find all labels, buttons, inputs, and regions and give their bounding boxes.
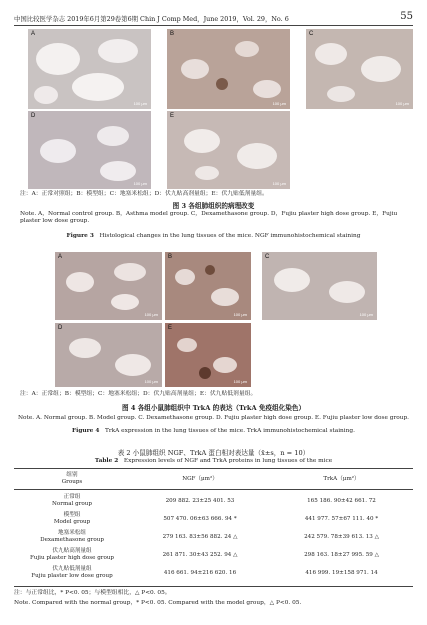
figure4-note-en: Note. A. Normal group. B. Model group. C. Dexamethasone group. D. Fujiu plaster high dose group. E. Fujiu plaster low dose group. — [17, 415, 410, 421]
figure3-panel-a-scale: 100 μm — [133, 101, 147, 106]
figure4-panel-e-texture — [165, 323, 251, 387]
group-name-en: Dexamethasone group — [40, 537, 104, 543]
table2-header-trka: TrkA（μm²） — [323, 475, 360, 482]
table2-title-en-label: Table 2 — [94, 458, 119, 464]
group-name-cn: 地塞米松组 — [58, 530, 86, 536]
figure3-caption-en — [14, 233, 413, 240]
ngf-value: 261 871. 30±43 252. 94 △ — [162, 551, 238, 558]
figure4-panel-e — [165, 323, 251, 387]
table-row — [14, 528, 413, 546]
table2 — [14, 470, 413, 488]
figure4-panel-b — [165, 252, 251, 320]
figure4-panel-d-scale: 100 μm — [144, 379, 158, 384]
figure4-panel-e-letter: E — [168, 325, 173, 331]
trka-value: 242 579. 78±39 613. 13 △ — [304, 533, 379, 540]
figure3-panel-e-letter: E — [170, 113, 175, 119]
figure3-panel-b-texture — [167, 29, 290, 109]
figure4-caption-en-label: Figure 4 — [72, 428, 100, 434]
figure4-panel-d-letter: D — [58, 325, 63, 331]
figure3-panel-b-scale: 100 μm — [272, 101, 286, 106]
trka-value: 298 163. 18±27 995. 59 △ — [304, 551, 379, 558]
figure4-panel-c — [262, 252, 377, 320]
figure4-caption-en — [14, 428, 413, 435]
table2-header-group — [14, 470, 130, 488]
figure4-caption-en-text: TrkA expression in the lung tissues of the mice. TrkA immunohistochemical staining. — [104, 428, 355, 434]
figure4-panel-b-scale: 100 μm — [233, 312, 247, 317]
figure4-panel-a — [55, 252, 162, 320]
figure3-panel-e-texture — [167, 111, 290, 189]
group-name-en: Fujiu plaster high dose group — [29, 555, 115, 561]
figure3-panel-d-scale: 100 μm — [133, 181, 147, 186]
figure3-panel-d-letter: D — [31, 113, 36, 119]
group-name-cn: 正常组 — [63, 494, 81, 500]
ngf-value: 209 882. 23±25 401. 53 — [165, 497, 235, 504]
group-name-cn: 伏九贴高剂量组 — [52, 548, 92, 554]
table2-header-ngf: NGF（μm²） — [182, 475, 218, 482]
figure3-caption-en-text: Histological changes in the lung tissues of the mice. NGF immunohistochemical staining — [99, 233, 361, 239]
figure4-panel-b-texture — [165, 252, 251, 320]
table2-body — [14, 492, 413, 582]
group-name-en: Normal group — [52, 501, 92, 507]
table-row — [14, 492, 413, 510]
figure4-note-cn: 注：A：正常组；B：模型组；C：地塞米松组；D：伏九贴高剂量组；E：伏九贴低剂量组。 — [20, 391, 257, 397]
table2-title-en-text: Expression levels of NGF and TrkA proteins in lung tissues of the mice — [123, 458, 333, 464]
figure3-panel-b-letter: B — [170, 31, 175, 37]
figure3-panel-c-scale: 100 μm — [395, 101, 409, 106]
figure3-panel-c-letter: C — [309, 31, 314, 37]
table2-note-en: Note. Compared with the normal group，* P<0. 05. Compared with the model group，△ P<0. 05. — [14, 600, 302, 606]
group-name-cn: 伏九贴低剂量组 — [52, 566, 92, 572]
ngf-value: 279 163. 83±56 882. 24 △ — [162, 533, 238, 540]
figure3-note-en: Note. A，Normal control group. B，Asthma model group. C，Dexamethasone group. D，Fujiu plaster high dose group. E，Fujiu plaster low dose group. — [20, 211, 398, 225]
group-name-en: Fujiu plaster low dose group — [31, 573, 113, 579]
figure4-panel-d-texture — [55, 323, 162, 387]
figure4-panel-e-scale: 100 μm — [233, 379, 247, 384]
table2-header-group-cn: 组别 — [66, 472, 78, 478]
group-name-en: Model group — [53, 519, 91, 525]
table2-header-group-en: Groups — [61, 479, 83, 485]
figure3-panel-a-texture — [28, 29, 151, 109]
table2-title-en — [14, 458, 413, 465]
figure4-panel-c-texture — [262, 252, 377, 320]
trka-value: 165 186. 90±42 661. 72 — [307, 497, 376, 504]
figure4-caption-cn: 图 4 各组小鼠肺组织中 TrkA 的表达（TrkA 免疫组化染色） — [121, 404, 306, 412]
table2-title-cn: 表 2 小鼠肺组织 NGF、TrkA 蛋白相对表达量（x̄±s，n = 10） — [117, 449, 310, 457]
figure3-panel-b — [167, 29, 290, 109]
figure4-panel-a-letter: A — [58, 254, 63, 260]
figure3-panel-d — [28, 111, 151, 189]
journal-line: 中国比较医学杂志 2019年6月第29卷第6期 Chin J Comp Med，June 2019，Vol. 29，No. 6 — [14, 15, 289, 23]
ngf-value: 507 470. 06±63 666. 94 * — [163, 515, 237, 522]
figure3-panel-d-texture — [28, 111, 151, 189]
table2-top-rule — [14, 468, 413, 469]
figure3-caption-cn: 图 3 各组肺组织的病理改变 — [172, 202, 255, 210]
page-number: 55 — [400, 11, 413, 22]
figure4-panel-a-scale: 100 μm — [144, 312, 158, 317]
table2-header-row — [14, 470, 413, 488]
table2-note-cn: 注：与正常组比，* P<0. 05；与模型组相比，△ P<0. 05。 — [14, 590, 171, 596]
group-name-cn: 模型组 — [63, 512, 81, 518]
ngf-value: 416 661. 94±216 620. 16 — [163, 569, 237, 576]
figure3-panel-e — [167, 111, 290, 189]
figure4-panel-b-letter: B — [168, 254, 173, 260]
table-row — [14, 546, 413, 564]
figure3-panel-e-scale: 100 μm — [272, 181, 286, 186]
figure3-panel-c-texture — [306, 29, 413, 109]
table-row — [14, 510, 413, 528]
table2-bottom-rule — [14, 586, 413, 587]
figure4-panel-c-letter: C — [265, 254, 270, 260]
figure3-panel-a-letter: A — [31, 31, 36, 37]
figure3-note-cn: 注：A：正常对照组；B：模型组；C：地塞米松组；D：伏九贴高剂量组；E：伏九贴低剂量组。 — [20, 191, 268, 197]
figure4-panel-c-scale: 100 μm — [359, 312, 373, 317]
figure4-panel-d — [55, 323, 162, 387]
table2-header-rule — [14, 489, 413, 490]
figure3-panel-c — [306, 29, 413, 109]
figure3-caption-en-label: Figure 3 — [66, 233, 94, 239]
table-row — [14, 564, 413, 582]
trka-value: 416 999. 19±158 971. 14 — [305, 569, 378, 576]
header-rule — [14, 25, 413, 26]
trka-value: 441 977. 57±67 111. 40 * — [304, 515, 379, 522]
figure3-panel-a — [28, 29, 151, 109]
figure4-panel-a-texture — [55, 252, 162, 320]
running-header — [14, 11, 413, 23]
